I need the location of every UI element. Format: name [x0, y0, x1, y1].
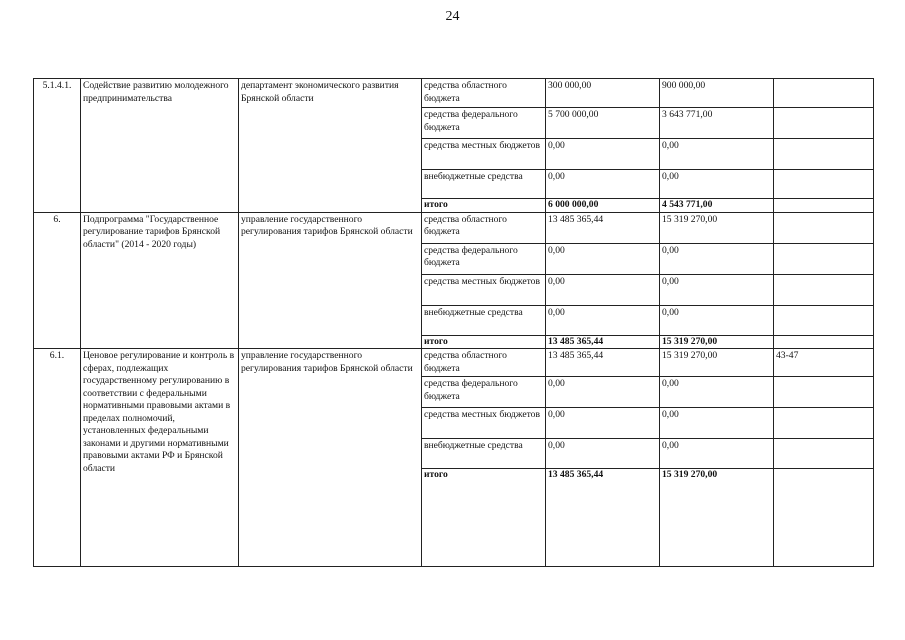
funding-source: средства областного бюджета — [422, 212, 546, 243]
total-value-2: 15 319 270,00 — [660, 335, 774, 349]
funding-value-1: 0,00 — [546, 139, 660, 170]
table-row — [34, 349, 874, 377]
funding-value-1: 13 485 365,44 — [546, 212, 660, 243]
funding-source: внебюджетные средства — [422, 305, 546, 335]
funding-value-2: 0,00 — [660, 377, 774, 408]
indicator-ref — [774, 408, 874, 439]
funding-source: средства местных бюджетов — [422, 139, 546, 170]
total-value-1: 13 485 365,44 — [546, 335, 660, 349]
funding-value-2: 15 319 270,00 — [660, 349, 774, 377]
table-row — [34, 79, 874, 108]
funding-value-1: 0,00 — [546, 243, 660, 274]
funding-value-1: 300 000,00 — [546, 79, 660, 108]
total-value-1: 13 485 365,44 — [546, 469, 660, 567]
funding-source: средства федерального бюджета — [422, 377, 546, 408]
funding-value-2: 0,00 — [660, 274, 774, 305]
funding-value-1: 5 700 000,00 — [546, 108, 660, 139]
funding-source: внебюджетные средства — [422, 439, 546, 469]
indicator-ref — [774, 199, 874, 213]
funding-value-2: 0,00 — [660, 170, 774, 199]
funding-value-2: 3 643 771,00 — [660, 108, 774, 139]
funding-value-2: 0,00 — [660, 439, 774, 469]
funding-value-2: 0,00 — [660, 139, 774, 170]
funding-source: средства местных бюджетов — [422, 274, 546, 305]
total-label: итого — [422, 469, 546, 567]
funding-source: средства местных бюджетов — [422, 408, 546, 439]
program-funding-table — [33, 78, 874, 567]
funding-value-2: 15 319 270,00 — [660, 212, 774, 243]
item-name: Подпрограмма "Государственное регулирование тарифов Брянской области" (2014 - 2020 годы) — [81, 212, 239, 349]
indicator-ref — [774, 108, 874, 139]
item-name: Содействие развитию молодежного предпринимательства — [81, 79, 239, 213]
funding-value-1: 0,00 — [546, 170, 660, 199]
indicator-ref — [774, 243, 874, 274]
total-label: итого — [422, 199, 546, 213]
item-executor: департамент экономического развития Брянской области — [239, 79, 422, 213]
total-label: итого — [422, 335, 546, 349]
indicator-ref — [774, 377, 874, 408]
funding-source: средства федерального бюджета — [422, 108, 546, 139]
funding-value-1: 0,00 — [546, 439, 660, 469]
funding-value-1: 0,00 — [546, 305, 660, 335]
table-row — [34, 212, 874, 243]
indicator-ref — [774, 335, 874, 349]
funding-value-1: 0,00 — [546, 274, 660, 305]
funding-source: средства областного бюджета — [422, 79, 546, 108]
total-value-2: 4 543 771,00 — [660, 199, 774, 213]
funding-value-2: 0,00 — [660, 305, 774, 335]
funding-value-2: 900 000,00 — [660, 79, 774, 108]
funding-source: средства федерального бюджета — [422, 243, 546, 274]
total-value-2: 15 319 270,00 — [660, 469, 774, 567]
funding-source: внебюджетные средства — [422, 170, 546, 199]
page-number: 24 — [445, 9, 460, 24]
indicator-ref — [774, 274, 874, 305]
item-number: 6. — [34, 212, 81, 349]
indicator-ref — [774, 212, 874, 243]
indicator-ref — [774, 170, 874, 199]
item-number: 6.1. — [34, 349, 81, 567]
item-number: 5.1.4.1. — [34, 79, 81, 213]
funding-source: средства областного бюджета — [422, 349, 546, 377]
funding-value-1: 0,00 — [546, 377, 660, 408]
item-executor: управление государственного регулирования тарифов Брянской области — [239, 349, 422, 567]
item-executor: управление государственного регулирования тарифов Брянской области — [239, 212, 422, 349]
total-value-1: 6 000 000,00 — [546, 199, 660, 213]
indicator-ref — [774, 79, 874, 108]
funding-value-1: 0,00 — [546, 408, 660, 439]
indicator-ref: 43-47 — [774, 349, 874, 377]
item-name: Ценовое регулирование и контроль в сферах, подлежащих государственному регулированию в соответствии с федеральными нормативными правовыми актами в пределах полномочий, установленных федеральными законами и другими нормативными правовыми актами РФ и Брянской области — [81, 349, 239, 567]
indicator-ref — [774, 439, 874, 469]
indicator-ref — [774, 469, 874, 567]
funding-value-2: 0,00 — [660, 243, 774, 274]
funding-value-1: 13 485 365,44 — [546, 349, 660, 377]
indicator-ref — [774, 305, 874, 335]
funding-value-2: 0,00 — [660, 408, 774, 439]
indicator-ref — [774, 139, 874, 170]
